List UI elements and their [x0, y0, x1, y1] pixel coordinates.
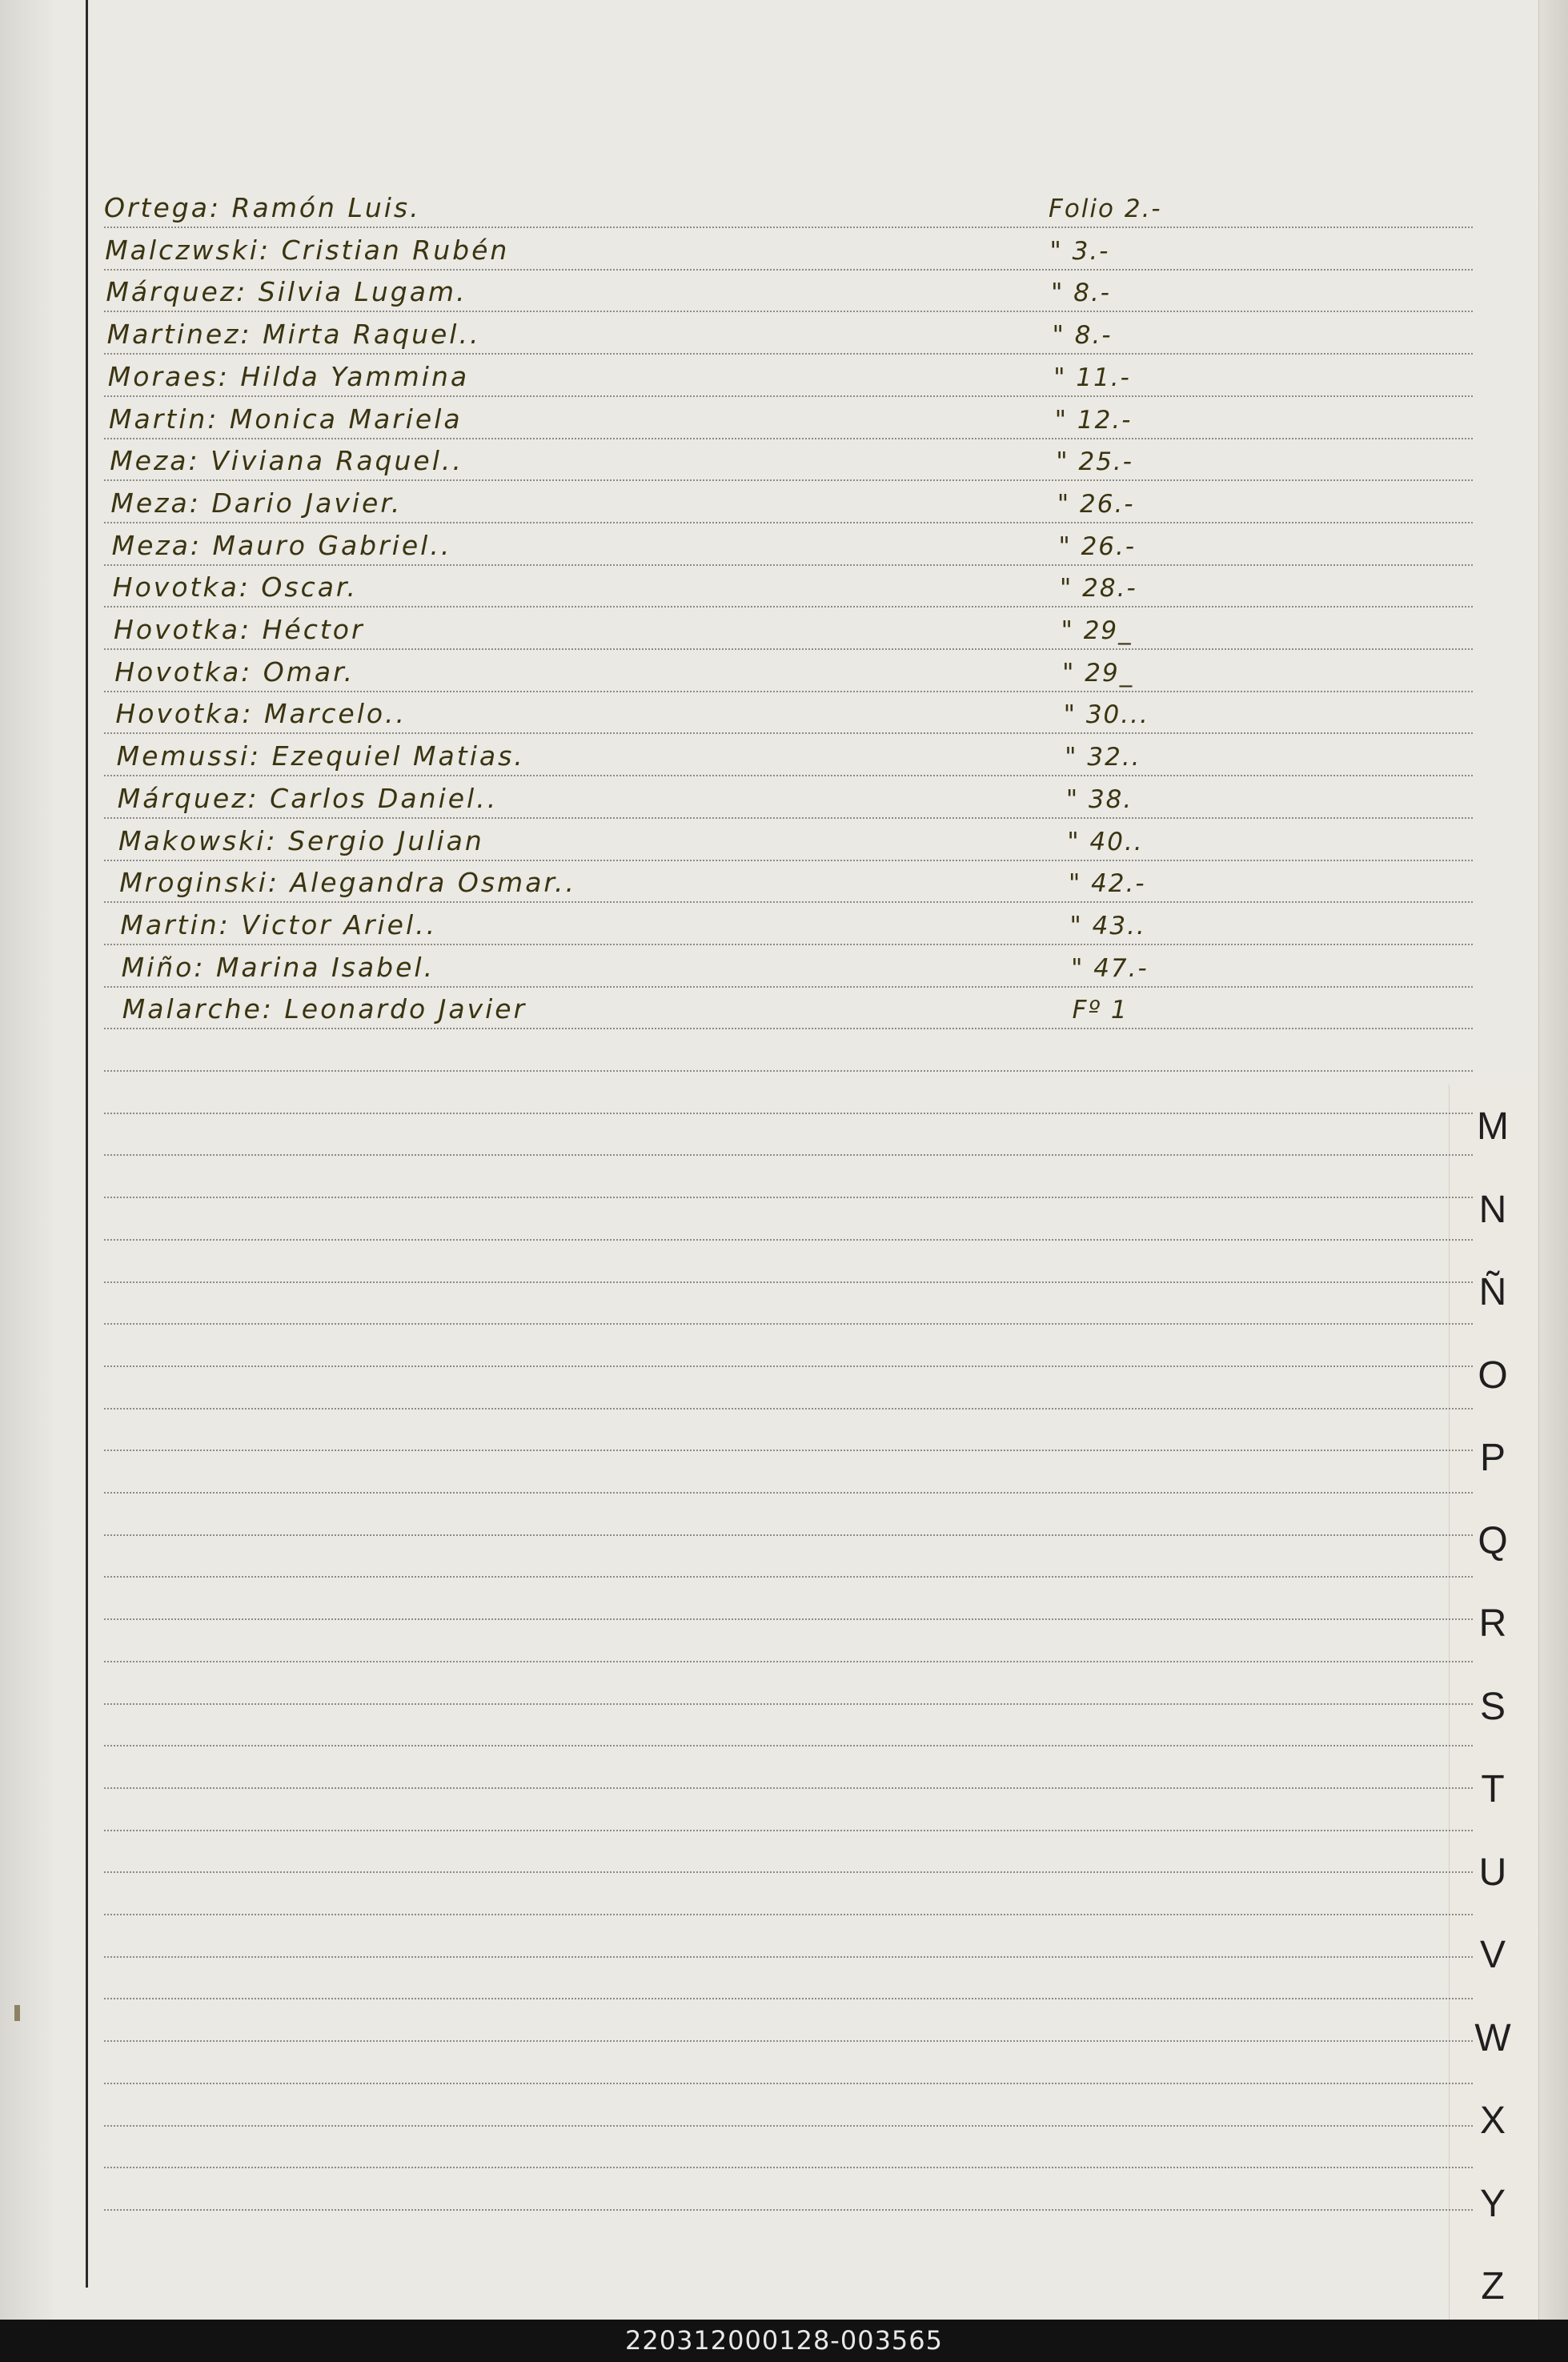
- ledger-entry: [104, 691, 1473, 732]
- alphabet-tab[interactable]: Z: [1481, 2265, 1505, 2308]
- entry-name: Miño: Marina Isabel.: [121, 951, 435, 983]
- ledger-entry: [104, 523, 1473, 564]
- alphabet-tab[interactable]: Q: [1478, 1519, 1508, 1562]
- entry-name: Hovotka: Héctor: [114, 614, 365, 645]
- entry-name: Meza: Viviana Raquel..: [110, 445, 463, 477]
- ruled-line: [104, 1830, 1473, 1831]
- ledger-entry: [104, 986, 1473, 1028]
- ruled-line: [104, 1323, 1473, 1325]
- entry-folio: " 40..: [1067, 827, 1144, 856]
- entry-name: Meza: Dario Javier.: [110, 487, 403, 519]
- ruled-line: [104, 1618, 1473, 1620]
- entry-name: Hovotka: Oscar.: [112, 571, 358, 604]
- alphabet-tab[interactable]: W: [1474, 2016, 1511, 2059]
- entry-name: Ortega: Ramón Luis.: [104, 192, 421, 223]
- page-smudge: [14, 2005, 20, 2021]
- entry-folio: " 47.-: [1071, 953, 1149, 983]
- alphabet-tab[interactable]: U: [1478, 1851, 1507, 1894]
- ledger-entry: [104, 269, 1473, 311]
- ruled-line: [104, 1365, 1473, 1367]
- entry-name: Memussi: Ezequiel Matias.: [116, 740, 525, 772]
- entry-name: Martin: Monica Mariela: [109, 403, 463, 435]
- ruled-line: [104, 1197, 1473, 1198]
- ruled-line: [104, 1154, 1473, 1156]
- entry-name: Mroginski: Alegandra Osmar..: [119, 867, 576, 899]
- entry-folio: " 43..: [1069, 911, 1146, 940]
- alphabet-tab[interactable]: X: [1479, 2099, 1506, 2142]
- ruled-line: [104, 1787, 1473, 1789]
- ruled-line: [104, 1070, 1473, 1072]
- ruled-line: [104, 1998, 1473, 1999]
- ledger-entry: [104, 311, 1473, 353]
- ruled-line: [104, 1914, 1473, 1915]
- alphabet-tab[interactable]: N: [1478, 1188, 1507, 1231]
- entry-folio: Folio 2.-: [1049, 194, 1162, 223]
- alphabet-tab[interactable]: S: [1479, 1685, 1506, 1728]
- alphabet-tab[interactable]: V: [1479, 1934, 1506, 1976]
- ledger-entry: [104, 564, 1473, 606]
- page-gutter-shadow: [0, 0, 56, 2320]
- ruled-line: [104, 1113, 1473, 1114]
- ledger-entry: [104, 480, 1473, 522]
- ruled-line: [104, 1745, 1473, 1746]
- page-edge: [1538, 0, 1568, 2320]
- entry-folio: " 26.-: [1057, 489, 1135, 519]
- ruled-line: [104, 1028, 1473, 1029]
- ledger-entry: [104, 396, 1473, 438]
- entry-name: Malarche: Leonardo Javier: [122, 993, 527, 1025]
- entry-folio: " 29_: [1061, 616, 1133, 645]
- alphabet-tab[interactable]: Y: [1479, 2182, 1506, 2225]
- ledger-entry: [104, 438, 1473, 479]
- ruled-line: [104, 1576, 1473, 1578]
- ruled-line: [104, 1492, 1473, 1494]
- ledger-entry: [104, 818, 1473, 860]
- alphabet-tab[interactable]: T: [1481, 1768, 1505, 1811]
- ruled-line: [104, 1450, 1473, 1451]
- ruled-line: [104, 1408, 1473, 1410]
- entry-name: Martin: Victor Ariel..: [120, 908, 438, 940]
- image-id-footer: 220312000128-003565: [0, 2320, 1568, 2362]
- alphabet-tab[interactable]: R: [1478, 1602, 1507, 1645]
- margin-line: [86, 0, 88, 2288]
- ledger-entry: [104, 902, 1473, 944]
- entry-name: Moraes: Hilda Yammina: [107, 360, 470, 392]
- ruled-line: [104, 2167, 1473, 2168]
- ruled-line: [104, 1281, 1473, 1283]
- ledger-entry: [104, 354, 1473, 395]
- entry-name: Márquez: Silvia Lugam.: [106, 276, 467, 308]
- entry-folio: " 38.: [1065, 784, 1133, 814]
- entry-name: Hovotka: Marcelo..: [115, 698, 407, 730]
- ledger-entry: [104, 227, 1473, 269]
- entry-name: Márquez: Carlos Daniel..: [117, 782, 499, 814]
- entry-name: Hovotka: Omar.: [114, 656, 355, 688]
- ledger-entry: [104, 185, 1473, 227]
- entry-folio: " 8.-: [1052, 321, 1113, 351]
- entry-folio: " 11.-: [1053, 363, 1131, 392]
- ledger-entry: [104, 860, 1473, 901]
- entry-folio: " 28.-: [1060, 574, 1137, 604]
- ruled-line: [104, 2125, 1473, 2127]
- ruled-line: [104, 1703, 1473, 1705]
- ledger-entry: [104, 607, 1473, 648]
- ruled-line: [104, 1661, 1473, 1662]
- entry-folio: " 32..: [1065, 743, 1141, 772]
- entry-folio: " 29_: [1062, 658, 1134, 688]
- ruled-line: [104, 1239, 1473, 1241]
- entry-folio: " 30...: [1063, 700, 1149, 730]
- ledger-entry: [104, 944, 1473, 986]
- entry-name: Malczwski: Cristian Rubén: [105, 234, 510, 266]
- ruled-line: [104, 1956, 1473, 1958]
- entry-name: Meza: Mauro Gabriel..: [111, 529, 452, 561]
- entry-name: Makowski: Sergio Julian: [118, 824, 484, 856]
- ledger-entry: [104, 733, 1473, 775]
- entry-name: Martinez: Mirta Raquel..: [106, 319, 481, 351]
- entry-folio: " 3.-: [1049, 236, 1110, 266]
- ledger-entry: [104, 649, 1473, 691]
- ruled-line: [104, 2083, 1473, 2084]
- alphabet-tab[interactable]: O: [1478, 1353, 1508, 1397]
- ledger-entry: [104, 776, 1473, 817]
- entry-folio: Fº 1: [1072, 996, 1129, 1025]
- entry-folio: " 8.-: [1051, 279, 1111, 308]
- entry-folio: " 25.-: [1056, 447, 1133, 477]
- alphabet-tab[interactable]: Ñ: [1478, 1271, 1507, 1313]
- entry-folio: " 26.-: [1058, 531, 1137, 561]
- ruled-line: [104, 1871, 1473, 1873]
- entry-folio: " 42.-: [1068, 869, 1146, 899]
- alphabet-tab[interactable]: M: [1477, 1105, 1509, 1148]
- entry-folio: " 12.-: [1054, 405, 1133, 435]
- ruled-line: [104, 1534, 1473, 1536]
- alphabet-tab[interactable]: P: [1479, 1437, 1506, 1479]
- ruled-line: [104, 2040, 1473, 2042]
- ruled-line: [104, 2209, 1473, 2211]
